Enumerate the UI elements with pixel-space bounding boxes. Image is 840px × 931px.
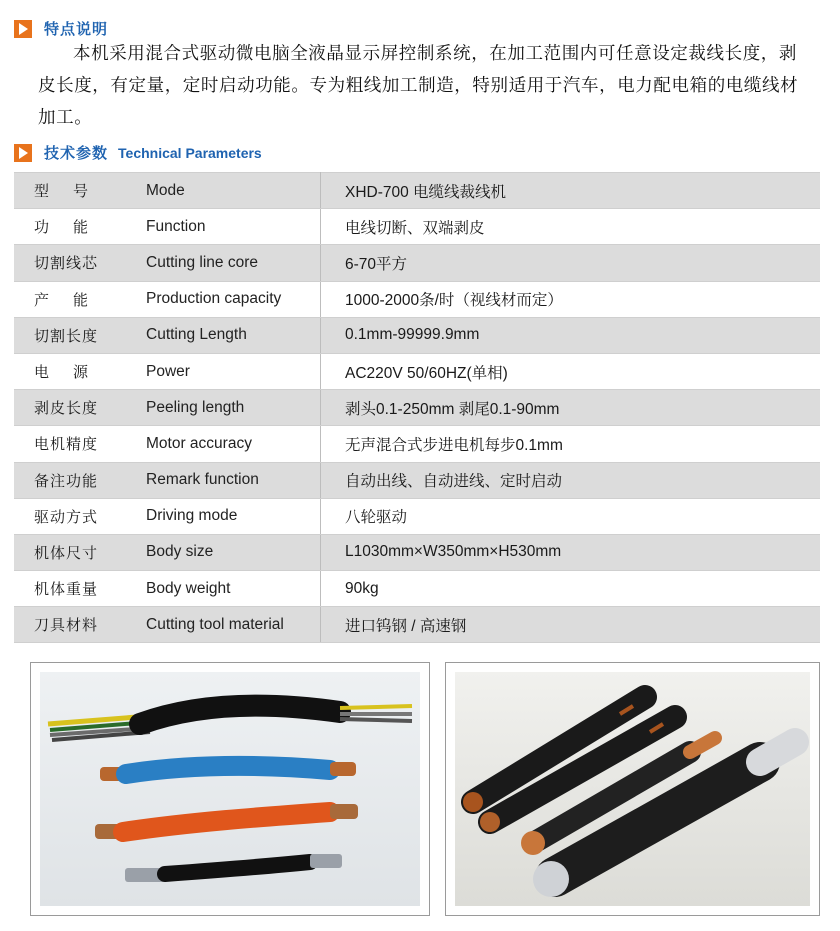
spec-label-cn: 备注功能	[14, 462, 146, 498]
spec-row	[14, 534, 820, 570]
spec-value: 无声混合式步进电机每步0.1mm	[321, 426, 821, 462]
spec-value: 进口钨钢 / 高速钢	[321, 607, 821, 643]
spec-row	[14, 209, 820, 245]
spec-label-cn: 电源	[14, 353, 146, 389]
spec-label-en: Power	[146, 353, 321, 389]
spec-table	[14, 172, 820, 643]
spec-label-cn: 产能	[14, 281, 146, 317]
spec-label-en: Peeling length	[146, 390, 321, 426]
features-description: 本机采用混合式驱动微电脑全液晶显示屏控制系统，在加工范围内可任意设定裁线长度，剥皮长度，有定量，定时启动功能。专为粗线加工制造，特别适用于汽车，电力配电箱的电缆线材加工。	[38, 44, 799, 128]
spec-label-cn: 型号	[14, 173, 146, 209]
spec-label-en: Function	[146, 209, 321, 245]
specs-title-cn: 技术参数	[44, 144, 109, 162]
spec-row	[14, 173, 820, 209]
spec-label-en: Motor accuracy	[146, 426, 321, 462]
spec-value: 1000-2000条/时（视线材而定）	[321, 281, 821, 317]
play-arrow-icon	[14, 20, 32, 38]
specs-heading	[14, 142, 262, 163]
spec-row	[14, 607, 820, 643]
specs-title-en: Technical Parameters	[118, 144, 262, 161]
spec-label-en: Driving mode	[146, 498, 321, 534]
spec-row	[14, 571, 820, 607]
spec-row	[14, 245, 820, 281]
spec-value: 八轮驱动	[321, 498, 821, 534]
spec-value: 0.1mm-99999.9mm	[321, 317, 821, 353]
spec-label-en: Mode	[146, 173, 321, 209]
spec-label-cn: 功能	[14, 209, 146, 245]
play-arrow-icon	[14, 144, 32, 162]
spec-value: XHD-700 电缆线裁线机	[321, 173, 821, 209]
spec-label-en: Cutting line core	[146, 245, 321, 281]
spec-label-cn: 剥皮长度	[14, 390, 146, 426]
spec-label-en: Body size	[146, 534, 321, 570]
spec-row	[14, 426, 820, 462]
spec-value: 自动出线、自动进线、定时启动	[321, 462, 821, 498]
spec-row	[14, 462, 820, 498]
spec-row	[14, 498, 820, 534]
spec-label-cn: 机体重量	[14, 571, 146, 607]
spec-row	[14, 390, 820, 426]
spec-value: 6-70平方	[321, 245, 821, 281]
spec-label-en: Remark function	[146, 462, 321, 498]
spec-value: 剥头0.1-250mm 剥尾0.1-90mm	[321, 390, 821, 426]
features-heading	[14, 18, 108, 39]
spec-value: 90kg	[321, 571, 821, 607]
spec-value: AC220V 50/60HZ(单相)	[321, 353, 821, 389]
spec-value: 电线切断、双端剥皮	[321, 209, 821, 245]
spec-row	[14, 281, 820, 317]
spec-row	[14, 317, 820, 353]
spec-label-cn: 机体尺寸	[14, 534, 146, 570]
cable-samples-photo-colored	[30, 662, 430, 916]
spec-label-en: Cutting tool material	[146, 607, 321, 643]
spec-row	[14, 353, 820, 389]
spec-label-en: Cutting Length	[146, 317, 321, 353]
features-title: 特点说明	[44, 20, 109, 38]
spec-label-cn: 电机精度	[14, 426, 146, 462]
cable-samples-photo-black	[445, 662, 820, 916]
spec-label-en: Body weight	[146, 571, 321, 607]
spec-label-en: Production capacity	[146, 281, 321, 317]
spec-label-cn: 切割长度	[14, 317, 146, 353]
spec-label-cn: 切割线芯	[14, 245, 146, 281]
spec-label-cn: 刀具材料	[14, 607, 146, 643]
spec-value: L1030mm×W350mm×H530mm	[321, 534, 821, 570]
spec-label-cn: 驱动方式	[14, 498, 146, 534]
